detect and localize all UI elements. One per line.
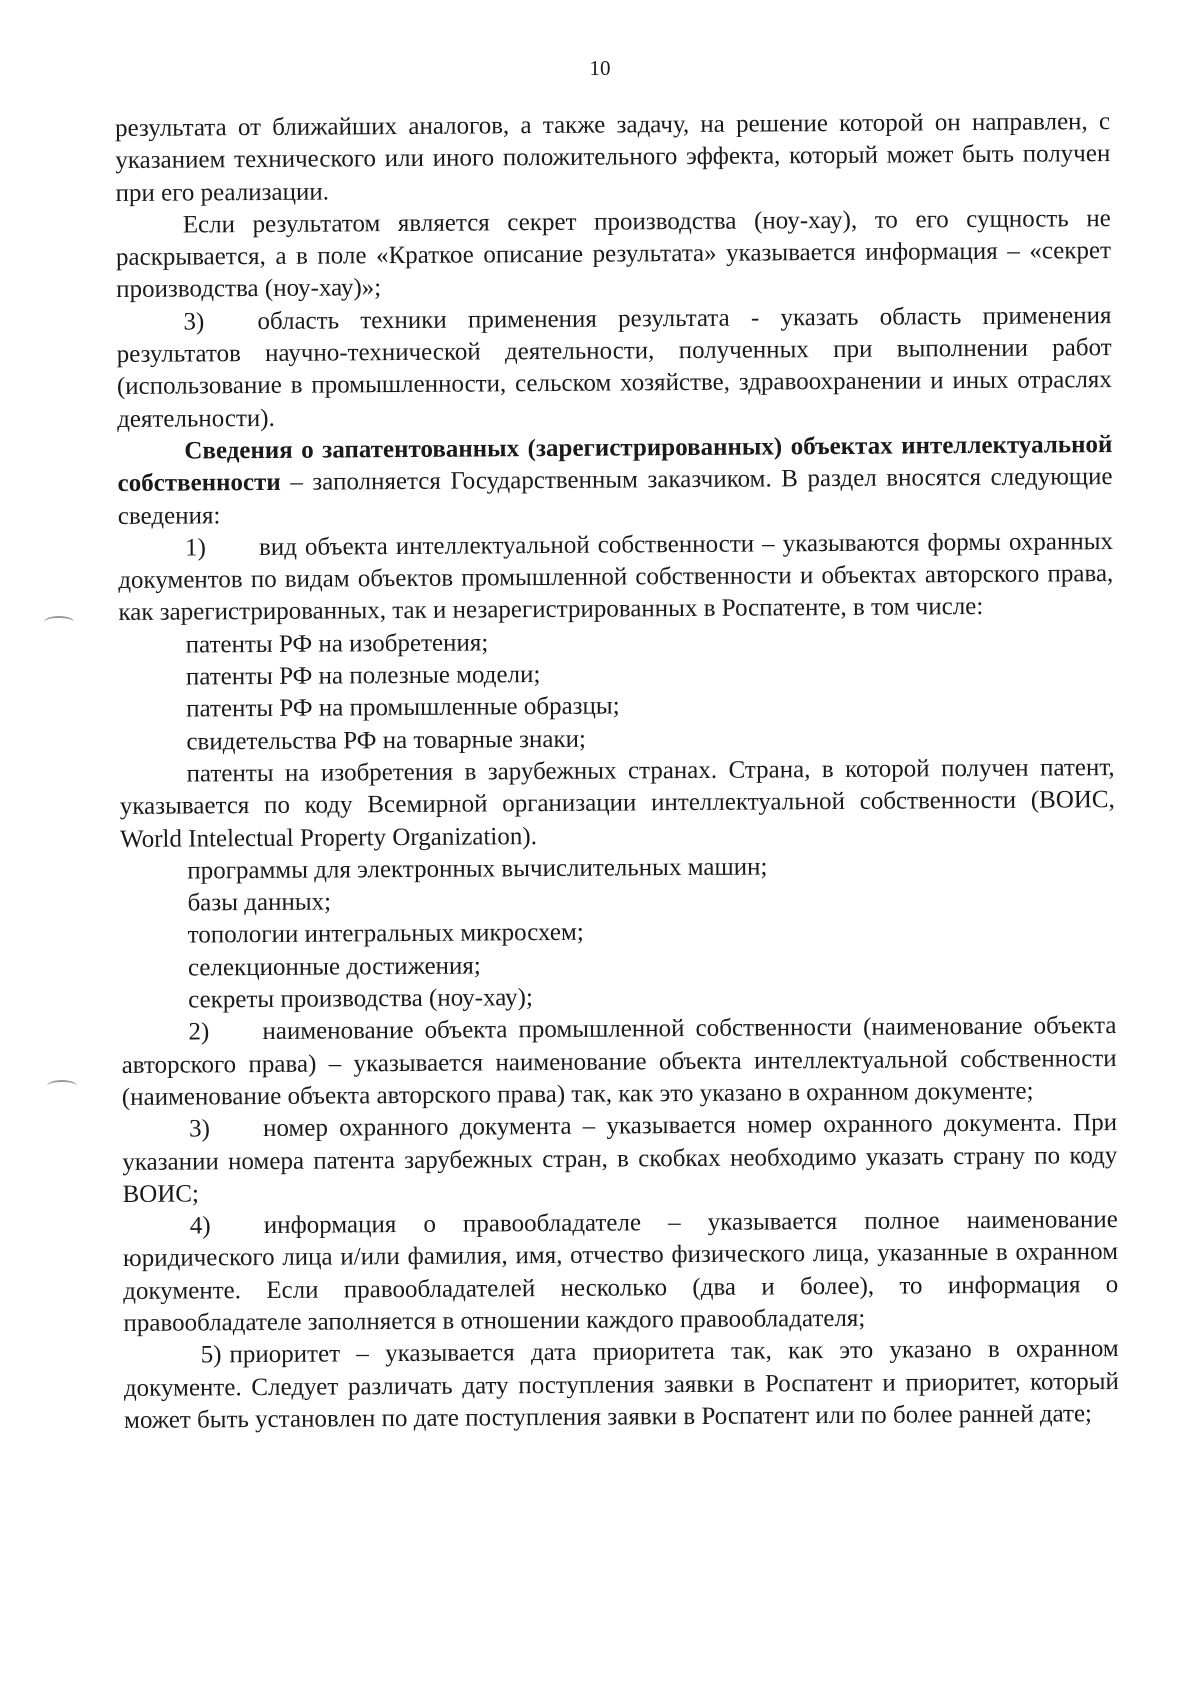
paragraph-know-how: Если результатом является секрет производства (ноу-хау), то его сущность не раскрывается, а в поле «Краткое описание результата» указывается информация – «секрет производства (ноу-хау)»; xyxy=(115,204,1112,304)
list-item-text: номер охранного документа – указывается номер охранного документа. При указании номера патента зарубежных стран, в скобках необходимо указать страну по коду ВОИС; xyxy=(122,1109,1118,1208)
list-item-text: приоритет – указывается дата приоритета так, как это указано в охранном документе. Следует различать дату поступления заявки в Роспатент и приоритет, который может быть установлен по дате поступления заявки в Роспатент или по более ранней дате; xyxy=(123,1335,1119,1434)
document-body xyxy=(115,106,1119,1437)
list-number: 3) xyxy=(183,308,205,336)
list-number: 4) xyxy=(189,1212,211,1240)
list-item-text: область техники применения результата - указать область применения результатов научно-технической деятельности, полученных при выполнении работ (использование в промышленности, сельском хозяйстве, здравоохранении и иных отраслях деятельности). xyxy=(116,301,1112,433)
list-number: 3) xyxy=(189,1115,211,1143)
sub-item: топологии интегральных микросхем; xyxy=(187,919,584,949)
list-number: 1) xyxy=(184,534,206,562)
list-item-3 xyxy=(122,1107,1118,1211)
sub-item: базы данных; xyxy=(187,888,332,917)
section-heading-description: – заполняется Государственным заказчиком. В раздел вносятся следующие сведения: xyxy=(117,463,1113,530)
sub-item: патенты на изобретения в зарубежных странах. Страна, в которой получен патент, указывается по коду Всемирной организации интеллектуальной собственности (ВОИС, World Intelectual Property Organization). xyxy=(119,753,1115,853)
paragraph-continuation: результата от ближайших аналогов, а также задачу, на решение которой он направлен, с указанием технического или иного положительного эффекта, который может быть получен при его реализации. xyxy=(115,108,1111,207)
sub-item: патенты РФ на промышленные образцы; xyxy=(186,692,620,723)
sub-item: патенты РФ на изобретения; xyxy=(185,629,489,659)
list-item-2 xyxy=(121,1010,1117,1114)
sub-item: программы для электронных вычислительных машин; xyxy=(187,853,768,885)
scan-artifact-mark xyxy=(47,1080,77,1092)
sub-item: патенты РФ на полезные модели; xyxy=(185,661,541,691)
scan-artifact-mark xyxy=(44,616,74,628)
section-heading: Сведения о запатентованных (зарегистрированных) объектах интеллектуальной собственности xyxy=(117,431,1113,498)
list-item-4 xyxy=(123,1204,1119,1340)
list-number: 2) xyxy=(188,1018,210,1046)
section-heading-paragraph xyxy=(117,429,1113,533)
list-item-5 xyxy=(124,1333,1120,1437)
list-item-text: вид объекта интеллектуальной собственности – указываются формы охранных документов по видам объектов промышленной собственности и объектах авторского права, как зарегистрированных, так и незарегистрированных в Роспатенте, в том числе: xyxy=(118,527,1114,627)
sub-item: секреты производства (ноу-хау); xyxy=(188,984,533,1014)
list-number: 5) xyxy=(200,1341,222,1369)
list-item-3-field-of-technology xyxy=(116,300,1112,436)
list-item-text: наименование объекта промышленной собственности (наименование объекта авторского права) – указывается наименование объекта интеллектуальной собственности (наименование объекта авторского права) так, как это указано в охранном документе; xyxy=(121,1012,1117,1111)
page-number: 10 xyxy=(589,56,611,80)
list-item-text: информация о правообладателе – указывается полное наименование юридического лица и/или фамилия, имя, отчество физического лица, указанные в охранном документе. Если правообладателей несколько (два и более), то информация о правообладателе заполняется в отношении каждого правообладателя; xyxy=(122,1206,1119,1337)
list-item-1 xyxy=(118,526,1114,630)
sub-item: свидетельства РФ на товарные знаки; xyxy=(186,725,587,756)
sub-item: селекционные достижения; xyxy=(187,952,481,982)
